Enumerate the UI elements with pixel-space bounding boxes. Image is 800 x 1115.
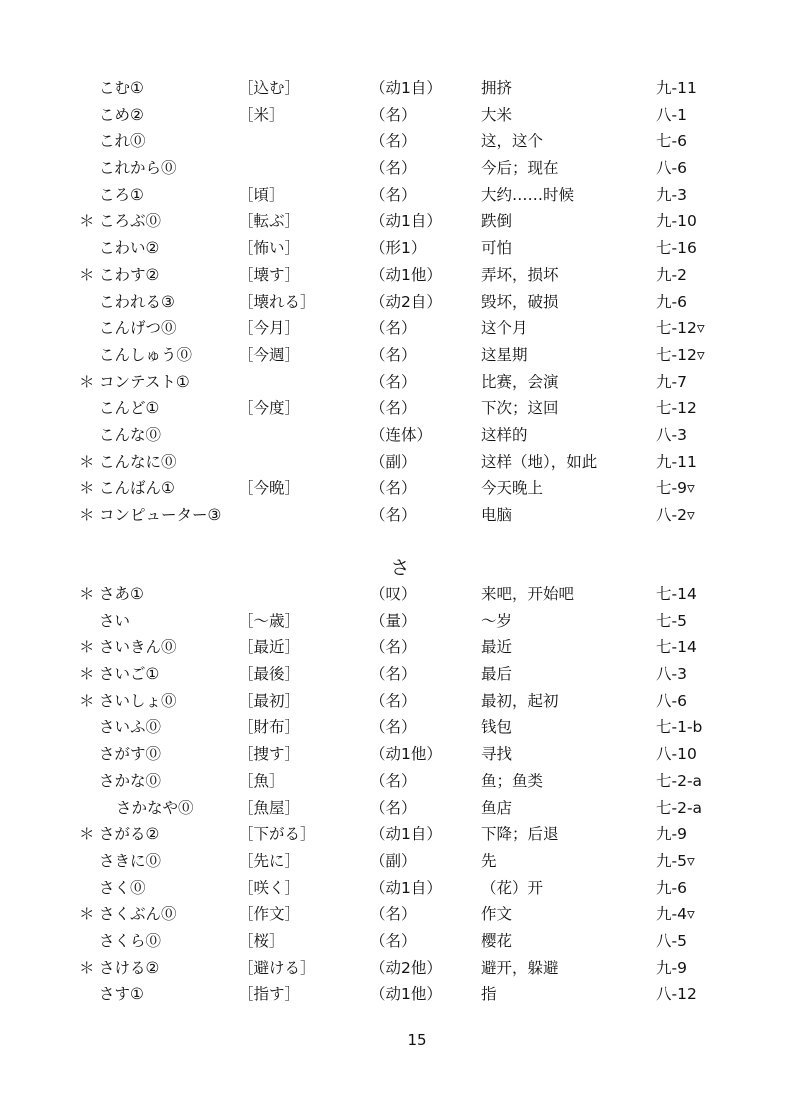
entry-kanji: ［最近］ (238, 638, 301, 657)
entry-kana: こむ① (99, 79, 144, 97)
entry-part-of-speech: （名） (370, 105, 417, 124)
entry-kana: さかなや⓪ (116, 798, 194, 817)
entry-kana: さくぶん⓪ (99, 905, 177, 924)
entry-star-mark: ＊ (79, 958, 95, 977)
entry-kana: さす① (99, 985, 144, 1004)
section-ko-entries (0, 75, 800, 529)
entry-meaning: 拥挤 (481, 79, 513, 97)
entry-row (0, 262, 800, 289)
entry-row (0, 102, 800, 129)
entry-lesson: 九-5▿ (656, 851, 695, 870)
entry-kana: こんしゅう⓪ (99, 345, 193, 364)
entry-lesson: 八-3 (656, 425, 687, 444)
entry-meaning: 毁坏，破损 (481, 292, 559, 311)
entry-row (0, 848, 800, 875)
entry-part-of-speech: （形1） (370, 239, 427, 258)
entry-kana: こんな⓪ (99, 425, 162, 444)
entry-kana: コンピューター③ (99, 506, 222, 524)
entry-part-of-speech: （名） (370, 638, 417, 657)
entry-kana: さいしょ⓪ (99, 691, 177, 710)
entry-row (0, 502, 800, 529)
entry-row (0, 688, 800, 715)
entry-part-of-speech: （名） (370, 372, 417, 391)
entry-lesson: 七-16 (656, 239, 697, 258)
entry-lesson: 七-6 (656, 132, 687, 151)
entry-kanji: ［今月］ (238, 319, 301, 338)
entry-star-mark: ＊ (79, 665, 95, 684)
entry-lesson: 九-9 (656, 825, 687, 844)
entry-kanji: ［今週］ (238, 345, 301, 364)
entry-lesson: 九-4▿ (656, 905, 695, 924)
entry-lesson: 七-12▿ (656, 345, 705, 364)
entry-kanji: ［転ぶ］ (238, 212, 301, 231)
entry-part-of-speech: （动2他） (370, 958, 442, 977)
entry-lesson: 九-7 (656, 372, 687, 391)
entry-kanji: ［魚屋］ (238, 798, 301, 817)
entry-meaning: 电脑 (481, 506, 513, 524)
entry-kana: こんげつ⓪ (99, 319, 177, 338)
entry-kana: こめ② (99, 105, 144, 124)
entry-meaning: 这个月 (481, 319, 528, 338)
entry-row (0, 289, 800, 316)
entry-kana: こわい② (99, 239, 160, 258)
entry-kanji: ［避ける］ (238, 958, 316, 977)
entry-lesson: 七-12▿ (656, 319, 705, 338)
entry-meaning: 作文 (481, 905, 513, 924)
entry-kanji: ［怖い］ (238, 239, 301, 258)
entry-meaning: 这样的 (481, 425, 528, 444)
entry-part-of-speech: （名） (370, 718, 417, 737)
entry-star-mark: ＊ (79, 691, 95, 710)
entry-meaning: 避开，躲避 (481, 958, 559, 977)
entry-star-mark: ＊ (79, 265, 95, 284)
entry-part-of-speech: （叹） (370, 585, 417, 603)
entry-kanji: ［今晩］ (238, 479, 301, 498)
entry-kanji: ［今度］ (238, 399, 301, 418)
entry-kanji: ［頃］ (238, 185, 285, 204)
entry-meaning: 樱花 (481, 931, 513, 950)
entry-part-of-speech: （名） (370, 665, 417, 684)
entry-row (0, 901, 800, 928)
entry-kana: コンテスト① (99, 372, 190, 391)
entry-row (0, 581, 800, 608)
entry-star-mark: ＊ (79, 372, 95, 391)
entry-row (0, 475, 800, 502)
entry-meaning: 弄坏，损坏 (481, 265, 559, 284)
page-number: 15 (407, 1031, 427, 1049)
entry-star-mark: ＊ (79, 905, 95, 924)
entry-star-mark: ＊ (79, 638, 95, 657)
entry-star-mark: ＊ (79, 479, 95, 498)
entry-row (0, 875, 800, 902)
entry-kanji: ［指す］ (238, 985, 301, 1004)
entry-lesson: 九-6 (656, 292, 687, 311)
entry-meaning: （花）开 (481, 878, 544, 897)
entry-lesson: 七-14 (656, 638, 697, 657)
entry-star-mark: ＊ (79, 212, 95, 231)
entry-kana: さくら⓪ (99, 931, 162, 950)
entry-kana: さいご① (99, 665, 160, 684)
entry-kanji: ［咲く］ (238, 878, 301, 897)
entry-lesson: 九-11 (656, 79, 697, 97)
entry-part-of-speech: （名） (370, 691, 417, 710)
entry-row (0, 661, 800, 688)
entry-kana: さかな⓪ (99, 771, 162, 790)
entry-row (0, 369, 800, 396)
entry-lesson: 八-10 (656, 745, 697, 764)
entry-meaning: 这星期 (481, 345, 528, 364)
entry-star-mark: ＊ (79, 585, 95, 603)
entry-lesson: 七-14 (656, 585, 697, 603)
entry-row (0, 714, 800, 741)
entry-row (0, 235, 800, 262)
entry-row (0, 981, 800, 1008)
entry-part-of-speech: （名） (370, 159, 417, 178)
entry-meaning: 最后 (481, 665, 513, 684)
entry-meaning: ～岁 (481, 611, 513, 630)
entry-lesson: 七-2-a (656, 798, 703, 817)
entry-meaning: 这样（地），如此 (481, 452, 598, 471)
entry-meaning: 寻找 (481, 745, 513, 764)
entry-lesson: 八-6 (656, 691, 687, 710)
entry-lesson: 七-12 (656, 399, 697, 418)
entry-row (0, 128, 800, 155)
entry-lesson: 九-3 (656, 185, 687, 204)
entry-kana: ころぶ⓪ (99, 212, 162, 231)
entry-meaning: 最近 (481, 638, 513, 657)
entry-kanji: ［最初］ (238, 691, 301, 710)
entry-lesson: 七-5 (656, 611, 687, 630)
entry-part-of-speech: （名） (370, 479, 417, 498)
entry-star-mark: ＊ (79, 506, 95, 524)
entry-row (0, 342, 800, 369)
entry-lesson: 八-6 (656, 159, 687, 178)
entry-kana: さいきん⓪ (99, 638, 177, 657)
entry-lesson: 九-10 (656, 212, 697, 231)
entry-part-of-speech: （名） (370, 132, 417, 151)
entry-part-of-speech: （名） (370, 185, 417, 204)
entry-row (0, 75, 800, 102)
entry-row (0, 208, 800, 235)
entry-part-of-speech: （名） (370, 345, 417, 364)
entry-kanji: ［壊す］ (238, 265, 301, 284)
entry-row (0, 955, 800, 982)
entry-part-of-speech: （动1他） (370, 745, 442, 764)
entry-kanji: ［先に］ (238, 851, 301, 870)
entry-kanji: ［壊れる］ (238, 292, 316, 311)
entry-part-of-speech: （副） (370, 851, 417, 870)
section-header-sa: さ (390, 557, 410, 579)
entry-kanji: ［作文］ (238, 905, 301, 924)
entry-part-of-speech: （动1自） (370, 878, 442, 897)
entry-meaning: 这，这个 (481, 132, 544, 151)
entry-row (0, 315, 800, 342)
entry-kana: さがす⓪ (99, 745, 162, 764)
entry-row (0, 182, 800, 209)
entry-part-of-speech: （名） (370, 319, 417, 338)
entry-part-of-speech: （动1自） (370, 825, 442, 844)
entry-meaning: 鱼；鱼类 (481, 771, 544, 790)
entry-meaning: 下次；这回 (481, 399, 559, 418)
entry-row (0, 795, 800, 822)
entry-part-of-speech: （名） (370, 506, 417, 524)
entry-kana: これから⓪ (99, 159, 177, 178)
section-sa-entries (0, 581, 800, 1008)
entry-kana: これ⓪ (99, 132, 146, 151)
entry-part-of-speech: （副） (370, 452, 417, 471)
entry-row (0, 741, 800, 768)
entry-row (0, 395, 800, 422)
entry-kanji: ［米］ (238, 105, 285, 124)
entry-part-of-speech: （名） (370, 931, 417, 950)
entry-kanji: ［捜す］ (238, 745, 301, 764)
entry-meaning: 钱包 (481, 718, 513, 737)
entry-lesson: 九-11 (656, 452, 697, 471)
entry-lesson: 八-5 (656, 931, 687, 950)
entry-kana: さがる② (99, 825, 160, 844)
entry-kanji: ［財布］ (238, 718, 301, 737)
entry-lesson: 九-6 (656, 878, 687, 897)
entry-kana: ころ① (99, 185, 144, 204)
entry-row (0, 928, 800, 955)
entry-kana: こんばん① (99, 479, 175, 498)
entry-lesson: 七-9▿ (656, 479, 695, 498)
entry-kana: さい (99, 611, 131, 630)
entry-kana: こわれる③ (99, 292, 175, 311)
entry-kanji: ［魚］ (238, 771, 285, 790)
entry-meaning: 大约……时候 (481, 185, 575, 204)
entry-kanji: ［下がる］ (238, 825, 316, 844)
entry-row (0, 422, 800, 449)
entry-row (0, 449, 800, 476)
entry-lesson: 八-1 (656, 105, 687, 124)
entry-meaning: 今天晚上 (481, 479, 544, 498)
entry-row (0, 821, 800, 848)
entry-part-of-speech: （名） (370, 399, 417, 418)
entry-kanji: ［桜］ (238, 931, 285, 950)
entry-meaning: 比赛，会演 (481, 372, 559, 391)
entry-kana: さきに⓪ (99, 851, 162, 870)
entry-meaning: 来吧，开始吧 (481, 585, 575, 603)
entry-star-mark: ＊ (79, 825, 95, 844)
entry-kana: こんど① (99, 399, 160, 418)
entry-lesson: 七-1-b (656, 718, 703, 737)
entry-meaning: 指 (481, 985, 497, 1004)
entry-lesson: 八-2▿ (656, 506, 695, 524)
entry-row (0, 608, 800, 635)
entry-star-mark: ＊ (79, 452, 95, 471)
entry-meaning: 跌倒 (481, 212, 513, 231)
entry-part-of-speech: （连体） (370, 425, 433, 444)
entry-meaning: 鱼店 (481, 798, 513, 817)
entry-part-of-speech: （动1他） (370, 985, 442, 1004)
entry-part-of-speech: （动2自） (370, 292, 442, 311)
entry-part-of-speech: （名） (370, 905, 417, 924)
entry-part-of-speech: （名） (370, 771, 417, 790)
entry-part-of-speech: （名） (370, 798, 417, 817)
entry-row (0, 155, 800, 182)
entry-kanji: ［込む］ (238, 79, 301, 97)
entry-kana: さいふ⓪ (99, 718, 162, 737)
entry-kana: さあ① (99, 585, 144, 603)
entry-meaning: 下降；后退 (481, 825, 559, 844)
entry-kanji: ［最後］ (238, 665, 301, 684)
entry-meaning: 先 (481, 851, 497, 870)
entry-row (0, 768, 800, 795)
entry-row (0, 634, 800, 661)
entry-kana: こわす② (99, 265, 160, 284)
entry-kana: さける② (99, 958, 160, 977)
entry-lesson: 八-12 (656, 985, 697, 1004)
entry-part-of-speech: （量） (370, 611, 417, 630)
entry-lesson: 七-2-a (656, 771, 703, 790)
entry-meaning: 今后；现在 (481, 159, 559, 178)
entry-kanji: ［～歳］ (238, 611, 301, 630)
entry-lesson: 八-3 (656, 665, 687, 684)
entry-meaning: 最初，起初 (481, 691, 559, 710)
entry-kana: さく⓪ (99, 878, 146, 897)
entry-meaning: 大米 (481, 105, 513, 124)
entry-lesson: 九-2 (656, 265, 687, 284)
entry-part-of-speech: （动1他） (370, 265, 442, 284)
entry-part-of-speech: （动1自） (370, 212, 442, 231)
entry-kana: こんなに⓪ (99, 452, 177, 471)
entry-part-of-speech: （动1自） (370, 79, 442, 97)
entry-meaning: 可怕 (481, 239, 513, 258)
entry-lesson: 九-9 (656, 958, 687, 977)
